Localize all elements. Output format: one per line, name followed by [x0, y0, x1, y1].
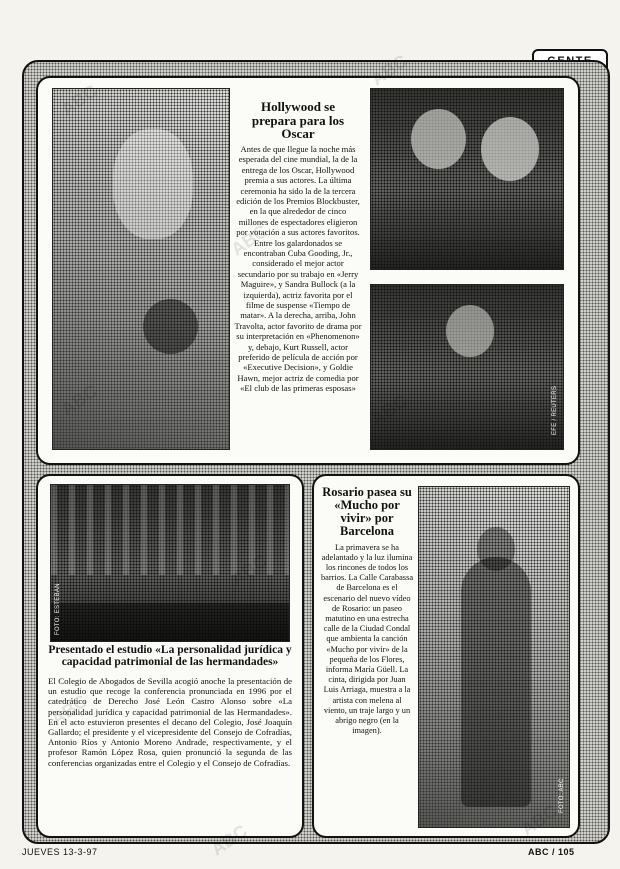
rosario-article — [320, 486, 414, 826]
estudio-headline: Presentado el estudio «La personalidad jurídica y capacidad patrimonial de las hermandades» — [48, 644, 292, 669]
estudio-photo-credit: FOTO: ESTEBAN — [55, 583, 61, 635]
oscar-photo-credit: EFE / REUTERS — [552, 385, 558, 435]
estudio-body: El Colegio de Abogados de Sevilla acogió anoche la presentación de un estudio que recoge la conferencia pronunciada en 1996 por el catedrático de Derecho José León Castro Alonso sobre «La personalidad jurídica y capacidad patrimonial de las Hermandades». En el acto estuvieron presentes el decano del Colegio, José Joaquín Gallardo; el presidente y el vicepresidente del Consejo de Cofradías, Antonio Ríos y Antonio Moreno Andrade, respectivamente, y el profesor Ramón López Rosa, quien pronunció la segunda de las conferencias organizadas entre el Colegio y el Consejo de Cofradías. — [48, 676, 292, 768]
rosario-photo-credit: FOTO: ABC — [559, 778, 565, 813]
travolta-photo — [370, 88, 564, 270]
rosario-headline: Rosario pasea su «Mucho por vivir» por Barcelona — [322, 486, 412, 539]
oscar-panel — [36, 76, 580, 465]
oscar-article — [234, 100, 362, 448]
estudio-panel — [36, 474, 304, 838]
footer-page-number: ABC / 105 — [528, 847, 575, 857]
rosario-body: La primavera se ha adelantado y la luz ilumina los rincones de todos los barrios. La Calle Carabassa de Barcelona es el escenario del nuevo vídeo de Rosario: un paseo matutino en una estrecha calle de la Ciudad Condal que ambienta la canción «Mucho por vivir» de la pequeña de los Flores, informa María Güell. La cinta, dirigida por Juan Luis Arriaga, muestra a la artista con melena al viento, un traje largo y un abrigo negro (en la imagen). — [320, 542, 414, 736]
oscar-headline: Hollywood se prepara para los Oscar — [251, 100, 345, 142]
russell-hawn-photo — [370, 284, 564, 450]
rosario-photo — [418, 486, 570, 828]
sandra-bullock-photo — [52, 88, 230, 450]
hermandades-event-photo — [50, 484, 290, 642]
rosario-panel — [312, 474, 580, 838]
oscar-body: Antes de que llegue la noche más esperada del cine mundial, la de la entrega de los Oscar, Hollywood premia a sus actores. La última ceremonia ha sido la de la tercera edición de los Premios Blockbuster, en la que alrededor de cinco millones de espectadores eligieron por votación a sus actores favoritos. Entre los galardonados se encontraban Cuba Gooding, Jr., considerado el mejor actor secundario por su trabajo en «Jerry Maguire», y Sandra Bullock (a la izquierda), actriz favorita por el filme de suspense «Tiempo de matar». A la derecha, arriba, John Travolta, actor favorito de drama por su interpretación en «Phenomenon» y, debajo, Kurt Russell, actor preferido de película de acción por «Executive Decision», y Goldie Hawn, mejor actriz de comedia por «El club de las primeras esposas» — [234, 143, 362, 394]
footer-date: JUEVES 13-3-97 — [22, 847, 98, 857]
